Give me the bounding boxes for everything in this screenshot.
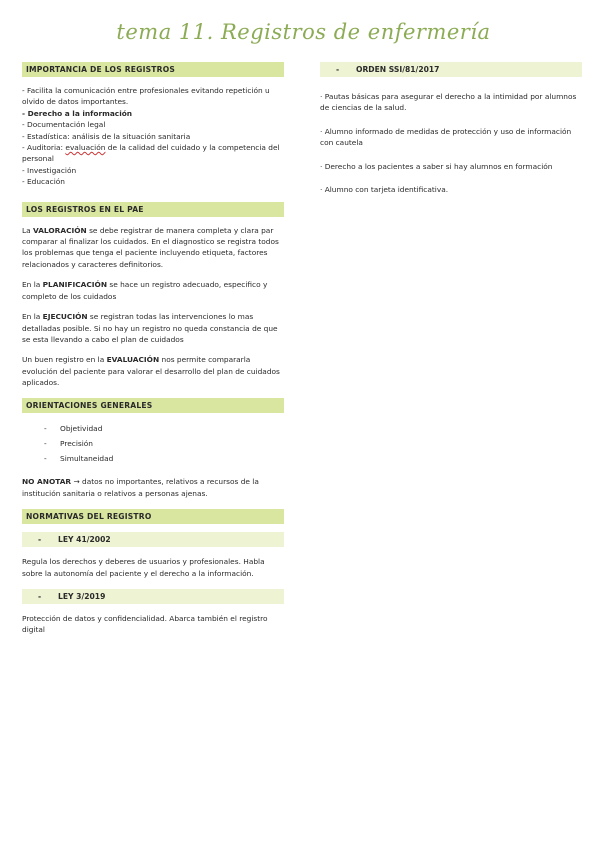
section-heading-normativas: NORMATIVAS DEL REGISTRO (22, 509, 284, 524)
importancia-list (22, 85, 284, 188)
subheading-ley-3-2019: - LEY 3/2019 (22, 589, 284, 604)
list-item: - Facilita la comunicación entre profesionales evitando repetición u olvido de datos importantes. (22, 86, 270, 107)
list-item: - Precisión (44, 438, 93, 448)
list-item: - Educación (22, 177, 65, 187)
page-title: tema 11. Registros de enfermería (116, 20, 491, 44)
section-heading-pae: LOS REGISTROS EN EL PAE (22, 202, 284, 217)
list-item: - Auditoria: evaluación de la calidad del cuidado y la competencia del personal (22, 143, 280, 164)
paragraph-evaluacion: Un buen registro en la EVALUACIÓN nos permite compararla evolución del paciente para valorar el desarrollo del plan de cuidados aplicados. (22, 355, 280, 388)
orientaciones-list (44, 421, 284, 467)
paragraph-ley-41-2002: Regula los derechos y deberes de usuarios y profesionales. Habla sobre la autonomía del paciente y el derecho a la información. (22, 557, 265, 578)
list-item: - Documentación legal (22, 120, 106, 130)
paragraph-ejecucion: En la EJECUCIÓN se registran todas las intervenciones lo mas detalladas posible. Si no hay un registro no queda constancia de que se esta llevando a cabo el plan de cuidados (22, 312, 278, 344)
list-item: · Pautas básicas para asegurar el derecho a la intimidad por alumnos de ciencias de la salud. (320, 92, 577, 113)
list-item: · Alumno con tarjeta identificativa. (320, 185, 449, 195)
right-column (320, 62, 582, 207)
paragraph-valoracion: La VALORACIÓN se debe registrar de manera completa y clara par comparar al finalizar los cuidados. En el diagnostico se registra todos los problemas que tenga el paciente incluyendo etiqueta, factores relacionados y caracteres definitorios. (22, 225, 279, 269)
list-item: · Alumno informado de medidas de protección y uso de información con cautela (320, 126, 572, 148)
paragraph-planificacion: En la PLANIFICACIÓN se hace un registro adecuado, especifico y completo de los cuidados (22, 280, 268, 301)
subheading-orden: - ORDEN SSI/81/2017 (320, 62, 582, 77)
list-item: - Derecho a la información (22, 108, 133, 118)
section-heading-importancia: IMPORTANCIA DE LOS REGISTROS (22, 62, 284, 77)
left-column (22, 62, 284, 645)
list-item: · Derecho a los pacientes a saber si hay alumnos en formación (320, 161, 553, 171)
subheading-ley-41-2002: - LEY 41/2002 (22, 532, 284, 547)
paragraph-ley-3-2019: Protección de datos y confidencialidad. Abarca también el registro digital (22, 614, 268, 635)
list-item: - Estadística: análisis de la situación sanitaria (22, 131, 191, 141)
list-item: - Simultaneidad (44, 454, 114, 464)
list-item: - Objetividad (44, 423, 103, 433)
list-item: - Investigación (22, 165, 77, 175)
paragraph-no-anotar: NO ANOTAR → datos no importantes, relativos a recursos de la institución sanitaria o relativos a personas ajenas. (22, 477, 259, 498)
section-heading-orientaciones: ORIENTACIONES GENERALES (22, 398, 284, 413)
